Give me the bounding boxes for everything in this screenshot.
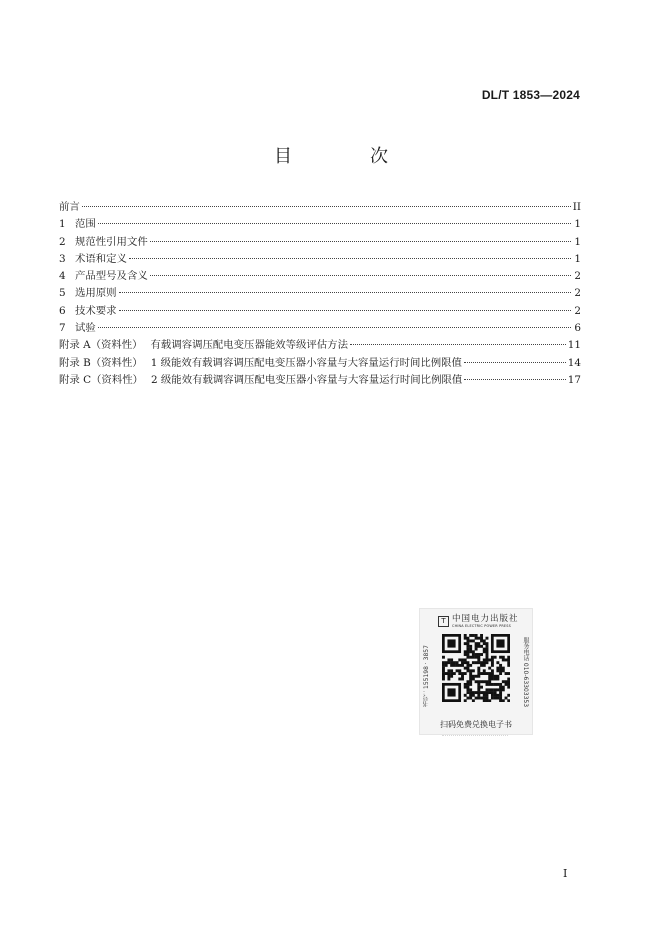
toc-label: 前言: [59, 201, 80, 213]
toc-entry-1[interactable]: [59, 215, 581, 232]
toc-label: 2 级能效有载调容调压配电变压器小容量与大容量运行时间比例限值: [151, 373, 463, 386]
qr-code-icon[interactable]: [442, 634, 510, 702]
toc-entry-foreword[interactable]: [59, 198, 581, 215]
publisher-logo-icon: T: [438, 616, 449, 627]
toc-number: 7: [59, 322, 66, 335]
toc-number: 6: [59, 304, 66, 317]
leader-dots: [98, 223, 571, 224]
toc-entry-appendix-b[interactable]: [59, 354, 581, 371]
toc-entry-5[interactable]: [59, 284, 581, 301]
appendix-prefix: 附录 C（资料性）: [59, 373, 143, 386]
toc-number: 4: [59, 270, 66, 283]
toc-page: 6: [574, 322, 581, 335]
toc-number: 1: [59, 218, 66, 231]
toc-page: 1: [574, 235, 581, 248]
toc-label: 选用原则: [75, 287, 117, 300]
appendix-prefix: 附录 A（资料性）: [59, 339, 143, 352]
leader-dots: [119, 310, 571, 311]
toc-page: 11: [567, 339, 581, 352]
toc-number: 5: [59, 287, 66, 300]
faint-dotted-line: [442, 735, 508, 736]
toc-page: 1: [574, 218, 581, 231]
page-number: I: [563, 867, 568, 880]
toc-label: 产品型号及含义: [75, 270, 148, 283]
toc-label: 范围: [75, 218, 96, 231]
toc-number: 2: [59, 235, 66, 248]
toc-page: 2: [574, 270, 581, 283]
toc-page: II: [572, 201, 581, 213]
toc-label: 1 级能效有载调容调压配电变压器小容量与大容量运行时间比例限值: [150, 356, 462, 369]
isbn-text: 书号：155198 · 3857: [423, 645, 430, 707]
toc-page: 2: [574, 287, 581, 300]
leader-dots: [150, 275, 571, 276]
toc-page: 14: [567, 356, 581, 369]
toc-label: 术语和定义: [75, 252, 127, 265]
toc-entry-7[interactable]: [59, 319, 581, 336]
ebook-qr-sticker[interactable]: [419, 608, 533, 735]
service-phone-text: 服务电话 010-63303353: [522, 637, 529, 708]
standard-code: DL/T 1853—2024: [481, 88, 580, 102]
toc-label: 规范性引用文件: [75, 235, 148, 248]
page-title: 目 次: [274, 146, 418, 167]
toc-label: 试验: [75, 322, 96, 335]
table-of-contents: [59, 198, 581, 388]
leader-dots: [129, 258, 571, 259]
toc-page: 2: [574, 304, 581, 317]
toc-page: 1: [574, 252, 581, 265]
toc-entry-appendix-c[interactable]: [59, 371, 581, 388]
publisher-name-en: CHINA ELECTRIC POWER PRESS: [452, 624, 511, 628]
toc-label: 技术要求: [75, 304, 117, 317]
toc-number: 3: [59, 252, 66, 265]
toc-entry-3[interactable]: [59, 250, 581, 267]
toc-label: 有载调容调压配电变压器能效等级评估方法: [150, 339, 348, 352]
qr-caption: 扫码免费兑换电子书: [440, 720, 512, 729]
leader-dots: [350, 344, 566, 345]
publisher-header: [438, 615, 526, 628]
toc-page: 17: [567, 373, 581, 386]
leader-dots: [150, 241, 571, 242]
leader-dots: [82, 206, 571, 207]
leader-dots: [464, 379, 566, 380]
leader-dots: [119, 292, 571, 293]
leader-dots: [464, 362, 566, 363]
toc-entry-appendix-a[interactable]: [59, 336, 581, 353]
publisher-name-cn: 中国电力出版社: [452, 614, 519, 624]
toc-entry-6[interactable]: [59, 302, 581, 319]
toc-entry-2[interactable]: [59, 233, 581, 250]
leader-dots: [98, 327, 571, 328]
appendix-prefix: 附录 B（资料性）: [59, 356, 143, 369]
toc-entry-4[interactable]: [59, 267, 581, 284]
